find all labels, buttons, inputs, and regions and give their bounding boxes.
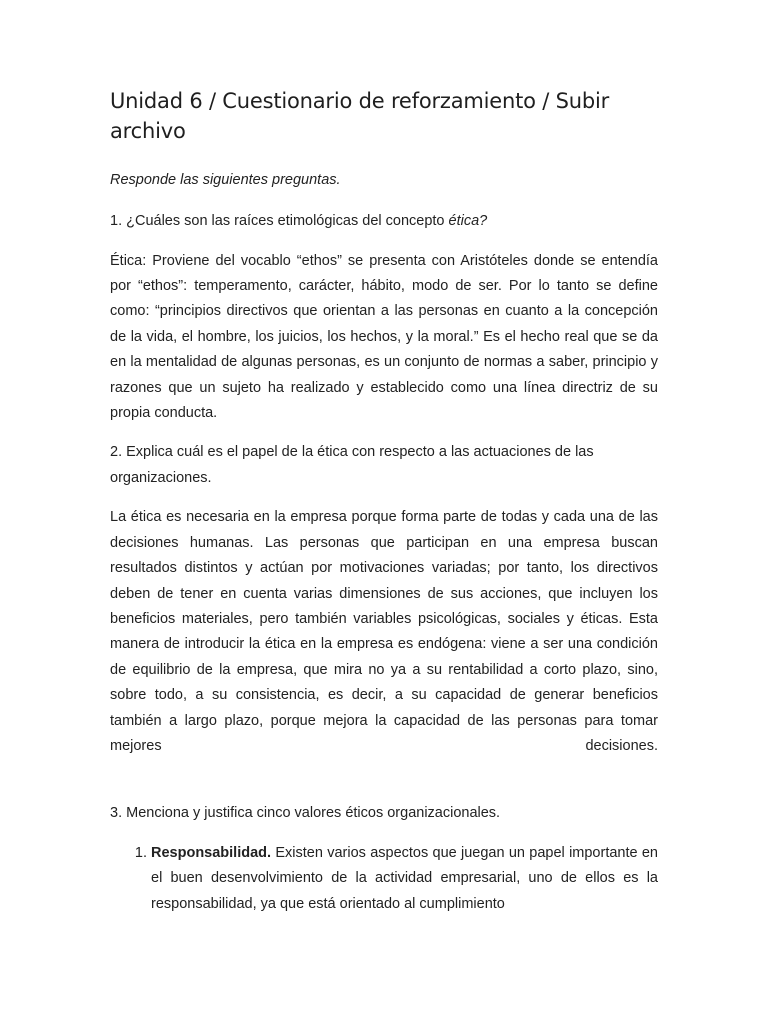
value-term: Responsabilidad. (151, 844, 272, 861)
list-item (151, 841, 658, 918)
question-3: 3. Menciona y justifica cinco valores éticos organizacionales. (110, 805, 501, 822)
answer-1: Ética: Proviene del vocablo “ethos” se presenta con Aristóteles donde se entendía por “ethos”: temperamento, carácter, hábito, modo de ser. Por lo tanto se define como: “principios directivos que orientan a las personas en cuanto a la concepción de la vida, el hombre, los juicios, los hechos, y la moral.” Es el hecho real que se da en la mentalidad de algunas personas, es un conjunto de normas a saber, principio y razones que un sujeto ha realizado y establecido como una línea directriz de su propia conducta. (110, 252, 658, 421)
page-title: Unidad 6 / Cuestionario de reforzamiento / Subir archivo (110, 89, 610, 143)
spacer (110, 773, 658, 801)
instructions-text: Responde las siguientes preguntas. (110, 172, 341, 188)
question-1-text: 1. ¿Cuáles son las raíces etimológicas del concepto (110, 213, 449, 229)
answer-2: La ética es necesaria en la empresa porque forma parte de todas y cada una de las decisiones humanas. Las personas que participan en una empresa buscan resultados distintos y actúan por motivaciones variadas; por tanto, los directivos deben de tener en cuenta varias dimensiones de sus acciones, que incluyen los beneficios materiales, pero también variables psicológicas, sociales y éticas. Esta manera de introducir la ética en la empresa es endógena: viene a ser una condición de equilibrio de la empresa, que mira no ya a su rentabilidad a corto plazo, sino, sobre todo, a su consistencia, es decir, a su capacidad de generar beneficios también a largo plazo, porque mejora la capacidad de las personas para tomar mejores decisiones. (110, 509, 658, 754)
question-1-emphasis: ética? (448, 213, 488, 229)
question-1 (110, 209, 658, 235)
document-page (110, 86, 658, 917)
value-description: Existen varios aspectos que juegan un papel importante en el buen desenvolvimiento de la actividad empresarial, uno de ellos es la responsabilidad, ya que está orientado al cumplimiento (151, 844, 658, 912)
question-2: 2. Explica cuál es el papel de la ética con respecto a las actuaciones de las organizaciones. (110, 444, 594, 486)
values-list (110, 841, 658, 918)
